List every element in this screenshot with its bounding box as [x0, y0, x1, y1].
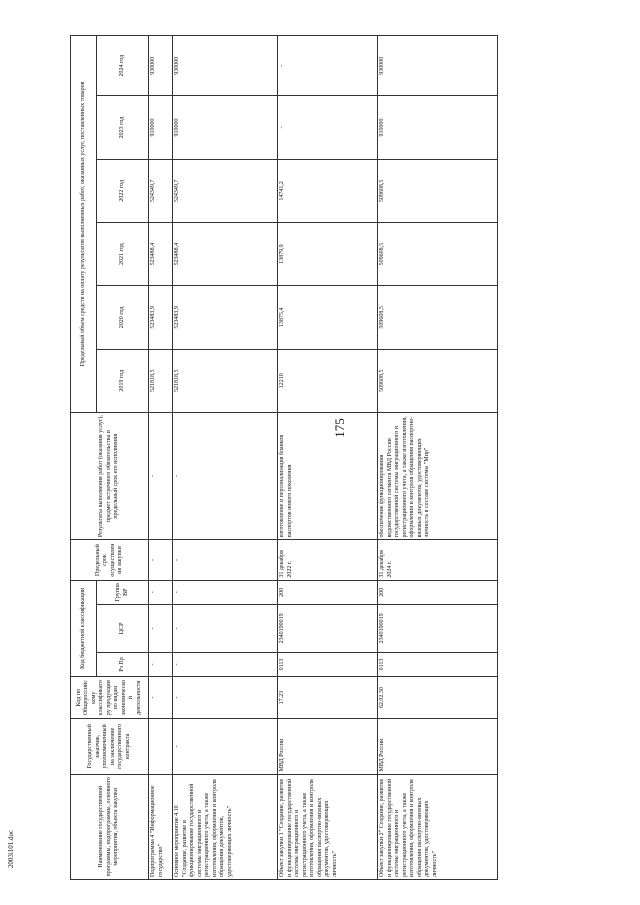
cell-value: 509608,5 — [378, 286, 498, 349]
cell-rz: 0113 — [378, 652, 498, 676]
cell-results: - — [149, 412, 173, 540]
cell-value: 13879,9 — [278, 222, 378, 285]
page-number: 175 — [331, 418, 347, 438]
cell-okpd: - — [149, 677, 173, 719]
header-year: 2019 год — [97, 349, 149, 412]
header-year: 2023 год — [97, 96, 149, 159]
cell-okpd: - — [173, 677, 278, 719]
cell-rz: - — [173, 652, 278, 676]
cell-csr: 2340190019 — [278, 604, 378, 652]
cell-deadline: 31 декабря 2024 г. — [378, 540, 498, 580]
header-year: 2022 год — [97, 159, 149, 222]
header-year: 2020 год — [97, 286, 149, 349]
cell-value: 523488,4 — [173, 222, 278, 285]
cell-vr: - — [173, 580, 278, 604]
header-funding: Предельный объем средств на оплату результатов выполненных работ, оказанных услуг, поставленных товаров — [71, 36, 97, 413]
header-year: 2021 год — [97, 222, 149, 285]
table-row — [278, 36, 378, 880]
rotated-table-wrapper — [70, 35, 632, 880]
cell-rz: 0113 — [278, 652, 378, 676]
cell-value: 523483,9 — [149, 286, 173, 349]
cell-value: 523488,4 — [149, 222, 173, 285]
cell-okpd: 17.23 — [278, 677, 378, 719]
cell-customer — [149, 719, 173, 774]
cell-name: Основное мероприятие 4.10 "Создание, развитие и функционирование государственной системы миграционного и регистрационного учета, а также изготовления, оформления и контроля обращения документов, удостоверяющих личность" — [173, 774, 278, 879]
cell-csr: - — [173, 604, 278, 652]
header-budget-code: Код бюджетной классификации — [71, 580, 97, 676]
cell-value: 910000 — [173, 96, 278, 159]
cell-value: 524349,7 — [173, 159, 278, 222]
cell-value: 13875,4 — [278, 286, 378, 349]
cell-csr: - — [149, 604, 173, 652]
cell-results: - — [173, 412, 278, 540]
header-customer: Государственный заказчик, уполномоченный на заключение государственного контракта — [71, 719, 149, 774]
cell-name: Объект закупки 2" Создание, развитие и функционирование государственной системы миграционного и регистрационного учета, а также изготовления, оформления и контроля обращения паспортно-визовых документов, удостоверяющих личность" — [378, 774, 498, 879]
header-deadline: Предельный срок осуществления закупки — [71, 540, 149, 580]
cell-value: 12210 — [278, 349, 378, 412]
cell-value: 509608,5 — [378, 159, 498, 222]
footer-filename: 2003i101.doc — [7, 829, 16, 869]
cell-value: 930000 — [173, 36, 278, 96]
cell-value: 14741,2 — [278, 159, 378, 222]
header-results: Результаты выполнения работ (оказания услуг), предмет встречного обязательства и предельный срок его исполнения — [71, 412, 149, 540]
cell-value: - — [278, 36, 378, 96]
cell-deadline: - — [149, 540, 173, 580]
cell-results: обеспечение функционирования ведомственного сегмента МВД России государственной системы миграционного и регистрационного учета, а также изготовления, оформления и контроля обращения паспортно-визовых документов, удостоверяющих личность в составе системы "Мир" — [378, 412, 498, 540]
cell-value: 523483,9 — [173, 286, 278, 349]
table-row — [149, 36, 173, 880]
cell-value: 509608,5 — [378, 349, 498, 412]
cell-value: 930000 — [378, 36, 498, 96]
header-okpd: Код по Общероссийскому классификатору продукции по видам экономической деятельности — [71, 677, 149, 719]
header-csr: ЦСР — [97, 604, 149, 652]
cell-value: 524349,7 — [149, 159, 173, 222]
cell-customer: - — [173, 719, 278, 774]
header-name: Наименование государственной программы, подпрограммы, основного мероприятия, объекта закупки — [71, 774, 149, 879]
table-row — [173, 36, 278, 880]
cell-vr: 200 — [278, 580, 378, 604]
cell-value: 910000 — [378, 96, 498, 159]
cell-csr: 2340190019 — [378, 604, 498, 652]
cell-rz: - — [149, 652, 173, 676]
procurement-table — [70, 35, 498, 880]
table-row — [378, 36, 498, 880]
cell-vr: - — [149, 580, 173, 604]
cell-value: 509608,5 — [378, 222, 498, 285]
cell-name: Объект закупки 1 "Создание, развитие и функционирование государственной системы миграционного и регистрационного учета, а также изготовления, оформления и контроля обращения паспортно-визовых документов, удостоверяющих личность" — [278, 774, 378, 879]
cell-vr: 200 — [378, 580, 498, 604]
cell-value: 930000 — [149, 36, 173, 96]
cell-value: 910000 — [149, 96, 173, 159]
cell-deadline: - — [173, 540, 278, 580]
header-year: 2024 год — [97, 36, 149, 96]
cell-deadline: 31 декабря 2022 г. — [278, 540, 378, 580]
cell-results: изготовление и персонализация бланков паспортов нового поколения — [278, 412, 378, 540]
header-rz: Рз Пр — [97, 652, 149, 676]
cell-name: Подпрограмма 4 "Информационное государство" — [149, 774, 173, 879]
header-vr: Группа ВР — [97, 580, 149, 604]
cell-value: - — [278, 96, 378, 159]
cell-customer: МВД России — [378, 719, 498, 774]
cell-customer: МВД России — [278, 719, 378, 774]
cell-okpd: 62.02.30 — [378, 677, 498, 719]
cell-value: 521818,5 — [173, 349, 278, 412]
cell-value: 521818,5 — [149, 349, 173, 412]
